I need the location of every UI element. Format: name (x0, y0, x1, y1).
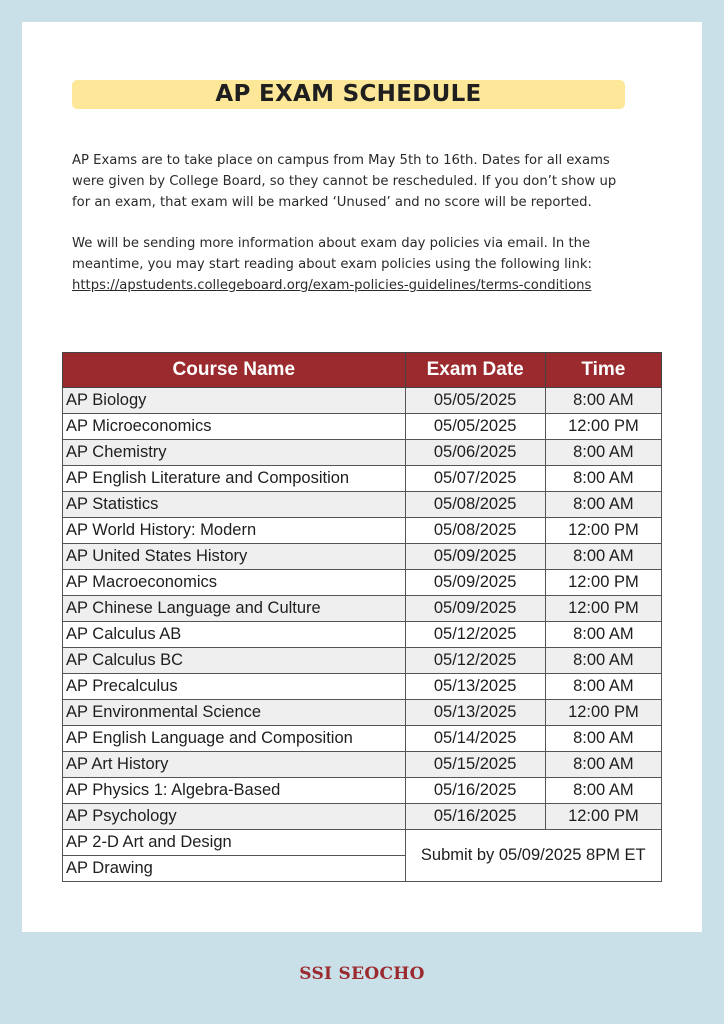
date-cell: 05/08/2025 (405, 518, 545, 544)
course-cell: AP Precalculus (63, 674, 406, 700)
table-row (63, 752, 662, 778)
course-cell: AP Calculus BC (63, 648, 406, 674)
time-cell: 8:00 AM (545, 752, 661, 778)
table-header-row (63, 353, 662, 388)
exam-policies-link[interactable]: https://apstudents.collegeboard.org/exam-policies-guidelines/terms-conditions (72, 278, 592, 293)
table-row (63, 518, 662, 544)
date-cell: 05/16/2025 (405, 778, 545, 804)
date-cell: 05/12/2025 (405, 648, 545, 674)
course-cell: AP Art History (63, 752, 406, 778)
date-cell: 05/05/2025 (405, 388, 545, 414)
date-cell: 05/14/2025 (405, 726, 545, 752)
date-cell: 05/12/2025 (405, 622, 545, 648)
table-row (63, 726, 662, 752)
table-row (63, 440, 662, 466)
table-row (63, 622, 662, 648)
course-cell: AP Chinese Language and Culture (63, 596, 406, 622)
course-cell: AP Physics 1: Algebra-Based (63, 778, 406, 804)
time-cell: 12:00 PM (545, 414, 661, 440)
date-cell: 05/06/2025 (405, 440, 545, 466)
time-cell: 12:00 PM (545, 596, 661, 622)
time-cell: 12:00 PM (545, 804, 661, 830)
course-cell: AP Macroeconomics (63, 570, 406, 596)
course-cell: AP Microeconomics (63, 414, 406, 440)
course-cell: AP English Literature and Composition (63, 466, 406, 492)
course-cell: AP Chemistry (63, 440, 406, 466)
course-cell: AP United States History (63, 544, 406, 570)
time-cell: 12:00 PM (545, 518, 661, 544)
header-time: Time (545, 353, 661, 388)
course-cell: AP Drawing (63, 856, 406, 882)
table-row (63, 778, 662, 804)
intro-paragraph-2 (72, 233, 632, 296)
exam-schedule-table (62, 352, 662, 882)
table-row (63, 466, 662, 492)
table-row (63, 492, 662, 518)
date-cell: 05/09/2025 (405, 570, 545, 596)
date-cell: 05/05/2025 (405, 414, 545, 440)
time-cell: 12:00 PM (545, 570, 661, 596)
course-cell: AP World History: Modern (63, 518, 406, 544)
table-row (63, 648, 662, 674)
header-course-name: Course Name (63, 353, 406, 388)
course-cell: AP Biology (63, 388, 406, 414)
table-row (63, 388, 662, 414)
table-row (63, 804, 662, 830)
intro-paragraph-1: AP Exams are to take place on campus from May 5th to 16th. Dates for all exams were given by College Board, so they cannot be rescheduled. If you don’t show up for an exam, that exam will be marked ‘Unused’ and no score will be reported. (72, 153, 617, 210)
time-cell: 8:00 AM (545, 674, 661, 700)
date-cell: 05/08/2025 (405, 492, 545, 518)
header-exam-date: Exam Date (405, 353, 545, 388)
date-cell: 05/13/2025 (405, 674, 545, 700)
time-cell: 8:00 AM (545, 492, 661, 518)
course-cell: AP Calculus AB (63, 622, 406, 648)
page-title: AP EXAM SCHEDULE (72, 80, 625, 109)
course-cell: AP 2-D Art and Design (63, 830, 406, 856)
table-row (63, 414, 662, 440)
table-row (63, 674, 662, 700)
time-cell: 8:00 AM (545, 726, 661, 752)
date-cell: 05/13/2025 (405, 700, 545, 726)
intro-paragraph-2-text: We will be sending more information about exam day policies via email. In the meantime, you may start reading about exam policies using the following link: (72, 236, 592, 272)
time-cell: 8:00 AM (545, 466, 661, 492)
course-cell: AP English Language and Composition (63, 726, 406, 752)
table-row (63, 570, 662, 596)
time-cell: 8:00 AM (545, 544, 661, 570)
course-cell: AP Environmental Science (63, 700, 406, 726)
table-row-portfolio (63, 830, 662, 856)
table-row (63, 700, 662, 726)
course-cell: AP Psychology (63, 804, 406, 830)
time-cell: 8:00 AM (545, 388, 661, 414)
intro-text (72, 150, 632, 316)
date-cell: 05/16/2025 (405, 804, 545, 830)
time-cell: 8:00 AM (545, 778, 661, 804)
date-cell: 05/07/2025 (405, 466, 545, 492)
time-cell: 12:00 PM (545, 700, 661, 726)
time-cell: 8:00 AM (545, 622, 661, 648)
document-page (22, 22, 702, 932)
time-cell: 8:00 AM (545, 648, 661, 674)
portfolio-submission-note: Submit by 05/09/2025 8PM ET (405, 830, 661, 882)
date-cell: 05/09/2025 (405, 544, 545, 570)
date-cell: 05/15/2025 (405, 752, 545, 778)
table-body (63, 388, 662, 882)
time-cell: 8:00 AM (545, 440, 661, 466)
course-cell: AP Statistics (63, 492, 406, 518)
footer-brand: SSI SEOCHO (299, 964, 425, 984)
table-row (63, 596, 662, 622)
table-row (63, 544, 662, 570)
date-cell: 05/09/2025 (405, 596, 545, 622)
